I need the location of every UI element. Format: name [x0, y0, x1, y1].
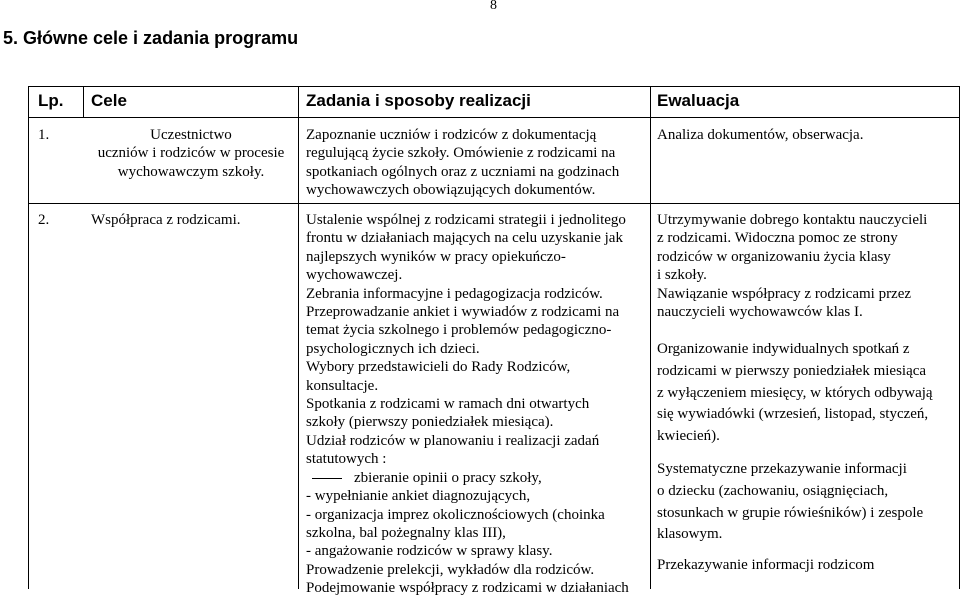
- table-border-row1-bottom: [28, 203, 960, 204]
- text-line: i szkoły.: [657, 267, 707, 284]
- text-line: Podejmowanie współpracy z rodzicami w działaniach: [306, 580, 629, 597]
- text-line: wychowawczym szkoły.: [117, 163, 265, 180]
- ewaluacja-block-2: [657, 339, 957, 447]
- row1-lp: 1.: [38, 127, 50, 143]
- text-line: regulującą życie szkoły. Omówienie z rodzicami na: [306, 145, 616, 162]
- text-line: najlepszych wyników w pracy opiekuńczo-: [306, 248, 566, 265]
- dash-bullet: [312, 478, 342, 479]
- text-line: Udział rodziców w planowaniu i realizacji zadań: [306, 432, 600, 449]
- text-line: się wywiadówki (wrzesień, listopad, styczeń,: [657, 406, 929, 423]
- text-line: - angażowanie rodziców w sprawy klasy.: [306, 543, 553, 560]
- page-number: 8: [490, 0, 497, 13]
- header-zadania: Zadania i sposoby realizacji: [306, 91, 531, 110]
- text-line: uczniów i rodziców w procesie: [97, 145, 285, 162]
- text-line: konsultacje.: [306, 377, 379, 394]
- text-line: Analiza dokumentów, obserwacja.: [657, 127, 864, 143]
- text-line: temat życia szkolnego i problemów pedagogiczno-: [306, 322, 612, 339]
- header-cele: Cele: [91, 91, 127, 110]
- table-border-top: [28, 86, 960, 87]
- table-col-line-2: [298, 86, 299, 589]
- table-col-line-1: [83, 86, 84, 118]
- text-line: szkoły (pierwszy poniedziałek miesiąca).: [306, 414, 554, 431]
- text-line: Przekazywanie informacji rodzicom: [657, 556, 875, 573]
- ewaluacja-block-4: [657, 556, 957, 574]
- text-line: - organizacja imprez okolicznościowych (choinka: [306, 506, 605, 523]
- text-line: - wypełnianie ankiet diagnozujących,: [306, 488, 531, 505]
- ewaluacja-block-1: [657, 211, 957, 321]
- table-col-line-3: [650, 86, 651, 589]
- text-line: z rodzicami. Widoczna pomoc ze strony: [657, 230, 898, 247]
- text-line: Zebrania informacyjne i pedagogizacja rodziców.: [306, 285, 603, 302]
- row1-cel: [86, 126, 296, 181]
- text-line: zbieranie opinii o pracy szkoły,: [354, 469, 542, 486]
- text-line: Uczestnictwo: [150, 127, 232, 143]
- header-lp: Lp.: [38, 91, 64, 110]
- text-line: statutowych :: [306, 451, 387, 468]
- ewaluacja-block-3: [657, 459, 957, 545]
- text-line: stosunkach w grupie rówieśników) i zespole: [657, 504, 924, 521]
- text-line: Wybory przedstawicieli do Rady Rodziców,: [306, 359, 571, 376]
- text-line: kwiecień).: [657, 427, 720, 444]
- row1-ewaluacja: [657, 126, 863, 144]
- text-line: o dziecku (zachowaniu, osiągnięciach,: [657, 483, 889, 499]
- row2-zadania: [306, 211, 646, 598]
- section-title: 5. Główne cele i zadania programu: [3, 28, 299, 48]
- text-line: spotkaniach ogólnych oraz z uczniami na godzinach: [306, 163, 620, 180]
- text-line: rodzicami w pierwszy poniedziałek miesiąca: [657, 363, 927, 380]
- header-ewaluacja: Ewaluacja: [657, 91, 740, 110]
- text-line: Spotkania z rodzicami w ramach dni otwartych: [306, 396, 590, 413]
- table-col-line-0: [28, 86, 29, 589]
- text-line: szkolna, bal pożegnalny klas III),: [306, 524, 506, 541]
- text-line: Zapoznanie uczniów i rodziców z dokumentacją: [306, 127, 597, 143]
- list-item: [306, 469, 646, 487]
- row2-ewaluacja: [657, 211, 957, 574]
- text-line: Prowadzenie prelekcji, wykładów dla rodziców.: [306, 561, 595, 578]
- text-line: Współpraca z rodzicami.: [91, 212, 241, 228]
- text-line: nauczycieli wychowawców klas I.: [657, 304, 863, 321]
- text-line: wychowawczej.: [306, 267, 403, 284]
- text-line: klasowym.: [657, 526, 723, 543]
- text-line: rodziców w organizowaniu życia klasy: [657, 248, 891, 265]
- text-line: Przeprowadzanie ankiet i wywiadów z rodzicami na: [306, 304, 620, 321]
- row1-zadania: [306, 126, 619, 200]
- row2-cel: [91, 211, 241, 229]
- text-line: Systematyczne przekazywanie informacji: [657, 461, 907, 478]
- text-line: Ustalenie wspólnej z rodzicami strategii i jednolitego: [306, 212, 626, 228]
- text-line: z wyłączeniem miesięcy, w których odbywają: [657, 384, 933, 401]
- text-line: wychowawczych obowiązujących dokumentów.: [306, 182, 596, 199]
- text-line: Nawiązanie współpracy z rodzicami przez: [657, 285, 912, 302]
- text-line: Organizowanie indywidualnych spotkań z: [657, 341, 910, 358]
- text-line: Utrzymywanie dobrego kontaktu nauczycieli: [657, 212, 928, 228]
- row2-lp: 2.: [38, 212, 50, 228]
- table-border-header-bottom: [28, 117, 960, 118]
- text-line: psychologicznych ich dzieci.: [306, 340, 480, 357]
- text-line: frontu w działaniach mających na celu uzyskanie jak: [306, 230, 623, 247]
